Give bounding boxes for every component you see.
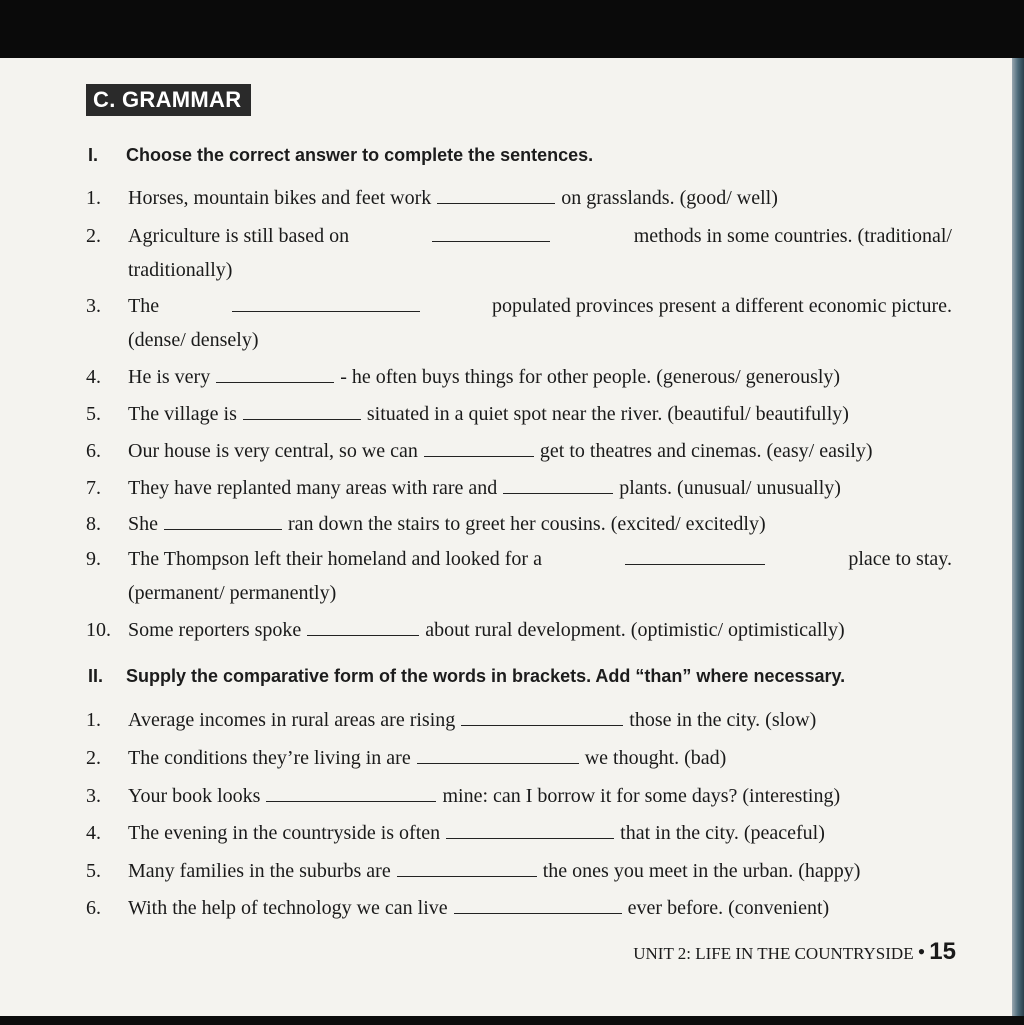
item-text-after: about rural development. (optimistic/ optimistically)	[425, 619, 845, 641]
item-number: 6.	[86, 440, 101, 462]
item-text-after: get to theatres and cinemas. (easy/ easily)	[539, 440, 873, 462]
part2-heading	[88, 666, 845, 687]
part1-item	[86, 507, 952, 541]
part2-item	[86, 891, 952, 925]
part2-item	[86, 741, 952, 775]
bullet-separator: •	[917, 939, 926, 964]
answer-blank[interactable]	[266, 800, 436, 802]
item-text-before: She	[128, 513, 158, 535]
answer-blank[interactable]	[446, 837, 614, 839]
part1-item	[86, 289, 952, 357]
part1-item	[86, 434, 952, 468]
part2-item	[86, 703, 952, 737]
page-bottom-edge	[0, 1016, 1024, 1025]
part1-item	[86, 219, 952, 287]
item-text-before: The	[128, 295, 160, 317]
item-text-cont: (dense/ densely)	[128, 329, 259, 351]
item-number: 7.	[86, 477, 101, 499]
item-text-before: With the help of technology we can live	[128, 897, 448, 919]
item-text-after: methods in some countries. (traditional/	[633, 225, 952, 247]
answer-blank[interactable]	[503, 492, 613, 494]
part1-item	[86, 542, 952, 610]
item-number: 1.	[86, 709, 101, 731]
part1-item	[86, 360, 952, 394]
item-text-after: plants. (unusual/ unusually)	[619, 477, 841, 499]
item-text-after: those in the city. (slow)	[629, 709, 817, 731]
item-text-before: Average incomes in rural areas are rising	[128, 709, 456, 731]
item-text-before: The conditions they’re living in are	[128, 747, 411, 769]
part1-item	[86, 181, 952, 215]
part2-instruction: Supply the comparative form of the words in brackets. Add “than” where necessary.	[126, 666, 846, 686]
item-text-before: Some reporters spoke	[128, 619, 302, 641]
item-number: 5.	[86, 403, 101, 425]
unit-title: UNIT 2: LIFE IN THE COUNTRYSIDE	[633, 944, 914, 963]
item-text-before: He is very	[128, 366, 211, 388]
part2-number: II.	[88, 666, 104, 686]
item-text-before: The evening in the countryside is often	[128, 822, 441, 844]
answer-blank[interactable]	[461, 724, 623, 726]
item-text-after: we thought. (bad)	[584, 747, 727, 769]
item-text-before: The village is	[128, 403, 237, 425]
part2-item	[86, 816, 952, 850]
item-text-after: ever before. (convenient)	[627, 897, 830, 919]
answer-blank[interactable]	[307, 634, 419, 636]
item-text-cont: traditionally)	[128, 259, 233, 281]
item-number: 1.	[86, 187, 101, 209]
part1-heading	[88, 145, 593, 166]
item-text-before: Our house is very central, so we can	[128, 440, 418, 462]
item-text-after: on grasslands. (good/ well)	[561, 187, 778, 209]
answer-blank[interactable]	[432, 240, 550, 242]
item-number: 8.	[86, 513, 101, 535]
item-number: 9.	[86, 548, 101, 570]
item-number: 4.	[86, 822, 101, 844]
answer-blank[interactable]	[243, 418, 361, 420]
item-text-before: The Thompson left their homeland and looked for a	[128, 548, 542, 570]
answer-blank[interactable]	[625, 563, 765, 565]
answer-blank[interactable]	[216, 381, 334, 383]
item-text-after: place to stay.	[848, 548, 952, 570]
item-number: 4.	[86, 366, 101, 388]
item-text-after: that in the city. (peaceful)	[620, 822, 825, 844]
answer-blank[interactable]	[397, 875, 537, 877]
answer-blank[interactable]	[437, 202, 555, 204]
part2-item	[86, 779, 952, 813]
item-number: 5.	[86, 860, 101, 882]
item-text-after: populated provinces present a different economic picture.	[491, 295, 952, 317]
part1-item	[86, 397, 952, 431]
item-text-before: Your book looks	[128, 785, 261, 807]
answer-blank[interactable]	[424, 455, 534, 457]
answer-blank[interactable]	[164, 528, 282, 530]
item-text-before: Agriculture is still based on	[128, 225, 350, 247]
item-text-after: situated in a quiet spot near the river. (beautiful/ beautifully)	[366, 403, 849, 425]
item-number: 2.	[86, 747, 101, 769]
item-text-cont: (permanent/ permanently)	[128, 582, 337, 604]
item-text-before: Many families in the suburbs are	[128, 860, 391, 882]
item-number: 6.	[86, 897, 101, 919]
part1-item	[86, 613, 952, 647]
answer-blank[interactable]	[417, 762, 579, 764]
answer-blank[interactable]	[454, 912, 622, 914]
item-text-after: the ones you meet in the urban. (happy)	[542, 860, 861, 882]
item-text-after: ran down the stairs to greet her cousins. (excited/ excitedly)	[288, 513, 766, 535]
item-number: 3.	[86, 295, 101, 317]
page-footer	[633, 938, 956, 966]
page-edge	[1012, 58, 1024, 1016]
item-number: 3.	[86, 785, 101, 807]
answer-blank[interactable]	[232, 310, 420, 312]
item-text-before: They have replanted many areas with rare and	[128, 477, 498, 499]
section-title: C. GRAMMAR	[86, 84, 251, 116]
item-text-after: - he often buys things for other people. (generous/ generously)	[340, 366, 841, 388]
part1-number: I.	[88, 145, 99, 165]
part1-instruction: Choose the correct answer to complete the sentences.	[126, 145, 594, 165]
part1-item	[86, 471, 952, 505]
item-number: 10.	[86, 619, 111, 641]
item-text-before: Horses, mountain bikes and feet work	[128, 187, 432, 209]
item-number: 2.	[86, 225, 101, 247]
page-number: 15	[929, 938, 956, 965]
part2-item	[86, 854, 952, 888]
item-text-after: mine: can I borrow it for some days? (interesting)	[442, 785, 841, 807]
